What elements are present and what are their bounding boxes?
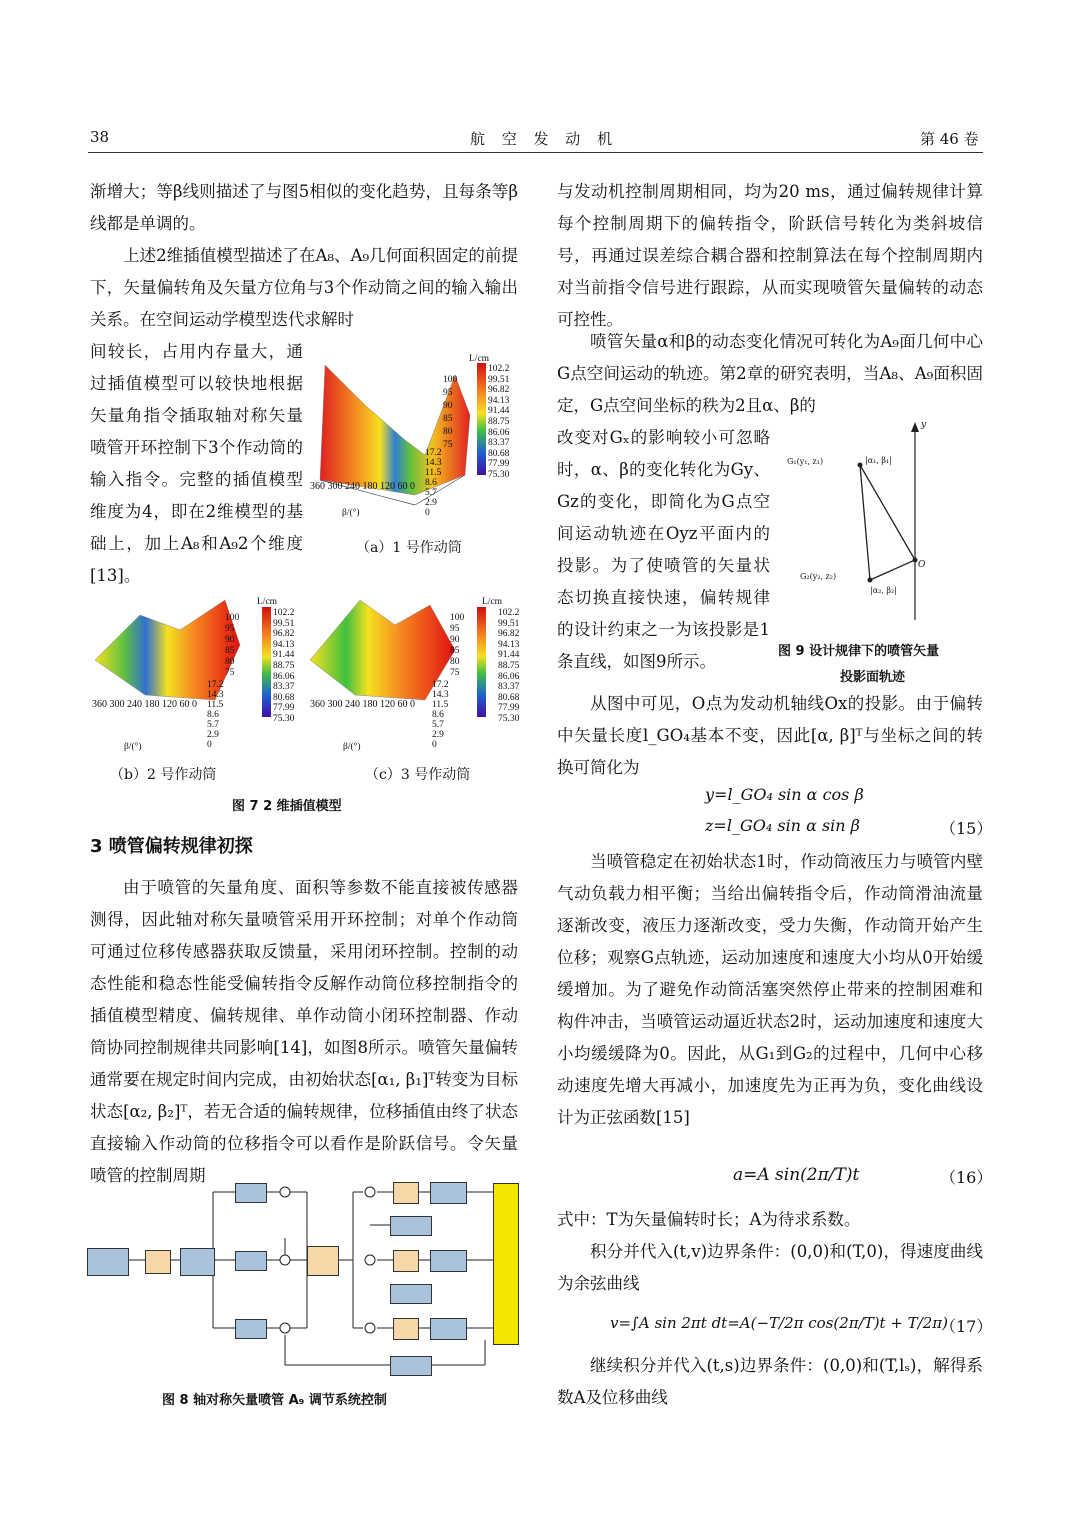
equation-15-number: （15） [940,819,993,838]
fig7b-xlabel: β/(°) [124,742,142,752]
fig8-block-cyl2 [235,1251,267,1271]
journal-title: 航 空 发 动 机 [470,130,619,148]
fig8-block-interp [180,1248,215,1276]
volume-label: 第 46 卷 [920,130,979,148]
fig9-O-label: O [918,560,926,570]
page-number: 38 [90,128,110,146]
fig8-block-act2 [430,1250,467,1272]
fig8-block-cyl3 [235,1319,267,1339]
equation-17: v=∫A sin 2πt dt=A(−T/2π cos(2π/T)t + T/2π) [610,1314,948,1332]
equation-17-number: （17） [940,1317,993,1336]
fig7c-yticks: 17.2 14.3 11.5 8.6 5.7 2.9 0 [432,680,449,750]
right-para-2b: 改变对Gₓ的影响较小可忽略时，α、β的变化转化为Gy、Gz的变化，即简化为G点空间运动轨迹在Oyz平面内的投影。为了使喷管的矢量状态切换直接快速，偏转规律的设计约束之一为该投影是1条直线，如图9所示。 [557,428,770,671]
fig7a-colorbar-labels: 102.2 99.51 96.82 94.13 91.44 88.75 86.06 83.37 80.68 77.99 75.30 [488,364,510,480]
fig8-block-act1 [430,1182,467,1204]
right-para-6: 积分并代入(t,v)边界条件：(0,0)和(T,0)，得速度曲线为余弦曲线 [557,1242,983,1293]
fig8-block-ctrl3 [393,1318,419,1340]
fig8-caption: 图 8 轴对称矢量喷管 A₉ 调节系统控制 [162,1393,387,1408]
fig7b-xticks: 360 300 240 180 120 60 0 [92,699,197,710]
right-para-1: 与发动机控制周期相同，均为20 ms，通过偏转规律计算每个控制周期下的偏转指令，阶跃信号转化为类斜坡信号，再通过误差综合耦合器和控制算法在每个控制周期内对当前指令信号进行跟踪，从而实现喷管矢量偏转的动态可控性。 [557,182,983,329]
left-para-3: 由于喷管的矢量角度、面积等参数不能直接被传感器测得，因此轴对称矢量喷管采用开环控制；对单个作动筒可通过位移传感器获取反馈量，采用闭环控制。控制的动态性能和稳态性能受偏转指令反解作动筒位移控制指令的插值模型精度、偏转规律、单作动筒小闭环控制器、作动筒协同控制规律共同影响[14]，如图8所示。喷管矢量偏转通常要在规定时间内完成，由初始状态[α₁, β₁]ᵀ转变为目标状态[α₂, β₂]ᵀ，若无合适的偏转规律，位移插值由终了状态直接输入作动筒的位移指令可以看作是阶跃信号。令矢量喷管的控制周期 [90,878,518,1185]
fig7b-zlabel: L/cm [257,597,278,607]
equation-16-number: （16） [940,1168,993,1187]
left-para-2a: 上述2维插值模型描述了在A₈、A₉几何面积固定的前提下，矢量偏转角及矢量方位角与3个作动筒之间的输入输出关系。在空间运动学模型迭代求解时 [90,246,518,329]
fig7c-zticks: 100 95 90 85 80 75 [450,613,465,678]
fig7b-colorbar-labels: 102.2 99.51 96.82 94.13 91.44 88.75 86.06 83.37 80.68 77.99 75.30 [273,608,295,724]
equation-15b: z=l_GO₄ sin α sin β [705,816,860,835]
fig7b-subcaption: （b）2 号作动筒 [110,767,217,783]
header-rule [88,152,983,153]
fig8-block-act3 [430,1318,467,1340]
fig7c-xlabel: β/(°) [343,742,361,752]
fig7c-colorbar-labels: 102.2 99.51 96.82 94.13 91.44 88.75 86.06 83.37 80.68 77.99 75.30 [498,608,520,724]
equation-16: a=A sin(2π/T)t [733,1165,860,1185]
fig7a-zlabel: L/cm [469,354,490,364]
equation-15a: y=l_GO₄ sin α cos β [705,785,864,804]
section-3-heading: 3 喷管偏转规律初探 [90,836,253,857]
fig9-caption-line2: 投影面轨迹 [840,670,906,685]
fig8-block-sensor3 [390,1356,432,1376]
fig7a-xlabel: β/(°) [342,508,360,518]
right-para-2a: 喷管矢量α和β的动态变化情况可转化为A₉面几何中心G点空间运动的轨迹。第2章的研究表明，当A₈、A₉面积固定，G点空间坐标的秩为2且α、β的 [557,332,983,415]
fig9-caption-line1: 图 9 设计规律下的喷管矢量 [778,644,940,659]
fig9-alpha2-label: |α₂, β₂| [870,586,897,595]
fig7a-yticks: 17.2 14.3 11.5 8.6 5.7 2.9 0 [425,448,442,518]
fig7b-zticks: 100 95 90 85 80 75 [225,613,240,678]
fig7c-zlabel: L/cm [482,597,503,607]
right-para-5: 式中：T为矢量偏转时长；A为待求系数。 [557,1210,861,1229]
fig7c-xticks: 360 300 240 180 120 60 0 [310,699,415,710]
left-para-2b: 间较长，占用内存量大，通过插值模型可以较快地根据矢量角指令插取轴对称矢量喷管开环控制下3个作动筒的输入指令。完整的插值模型维度为4，即在2维模型的基础上，加上A₈和A₉2个维度[13]。 [90,342,303,585]
fig9-G1-label: G₁(y₁, z₁) [787,457,824,466]
fig8-block-cyl1 [235,1183,267,1203]
left-para-1: 渐增大；等β线则描述了与图5相似的变化趋势，且每条等β线都是单调的。 [90,182,518,233]
fig7b-yticks: 17.2 14.3 11.5 8.6 5.7 2.9 0 [207,680,224,750]
fig9-alpha1-label: |α₁, β₁| [865,456,892,465]
fig8-block-nozzle [493,1183,519,1345]
fig8-block-input [87,1248,129,1276]
right-para-7: 继续积分并代入(t,s)边界条件：(0,0)和(T,lₛ)，解得系数A及位移曲线 [557,1356,983,1407]
fig7-caption: 图 7 2 维插值模型 [232,799,342,814]
fig7a-zticks: 100 95 90 85 80 75 [443,375,458,450]
fig8-block-sensor1 [390,1216,432,1236]
fig8-block-law [145,1250,171,1274]
right-para-4: 当喷管稳定在初始状态1时，作动筒液压力与喷管内壁气动负载力相平衡；当给出偏转指令后，作动筒滑油流量逐渐改变，液压力逐渐改变，受力失衡，作动筒开始产生位移；观察G点轨迹，运动加速度和速度大小均从0开始缓缓增加。为了避免作动筒活塞突然停止带来的控制困难和构件冲击，当喷管运动逼近状态2时，运动加速度和速度大小均缓缓降为0。因此，从G₁到G₂的过程中，几何中心移动速度先增大再减小，加速度先为正再为负，变化曲线设计为正弦函数[15] [557,852,983,1127]
fig9-trajectory-diagram [775,420,985,630]
fig7a-xticks: 360 300 240 180 120 60 0 [310,481,415,492]
fig8-block-ctrl1 [393,1182,419,1204]
fig7a-subcaption: （a）1 号作动筒 [356,540,462,556]
fig7c-subcaption: （c）3 号作动筒 [365,767,471,783]
fig8-block-sensor2 [390,1284,432,1304]
fig9-y-axis-label: y [921,420,927,430]
fig8-block-ctrl2 [393,1250,419,1272]
fig8-block-coupler [307,1246,339,1276]
fig7c-surface-plot [305,585,525,765]
fig9-G2-label: G₂(y₂, z₂) [800,572,837,581]
fig8-block-diagram [85,1180,525,1380]
right-para-3: 从图中可见，O点为发动机轴线Ox的投影。由于偏转中矢量长度l_GO₄基本不变，因此[α, β]ᵀ与坐标之间的转换可简化为 [557,694,983,777]
